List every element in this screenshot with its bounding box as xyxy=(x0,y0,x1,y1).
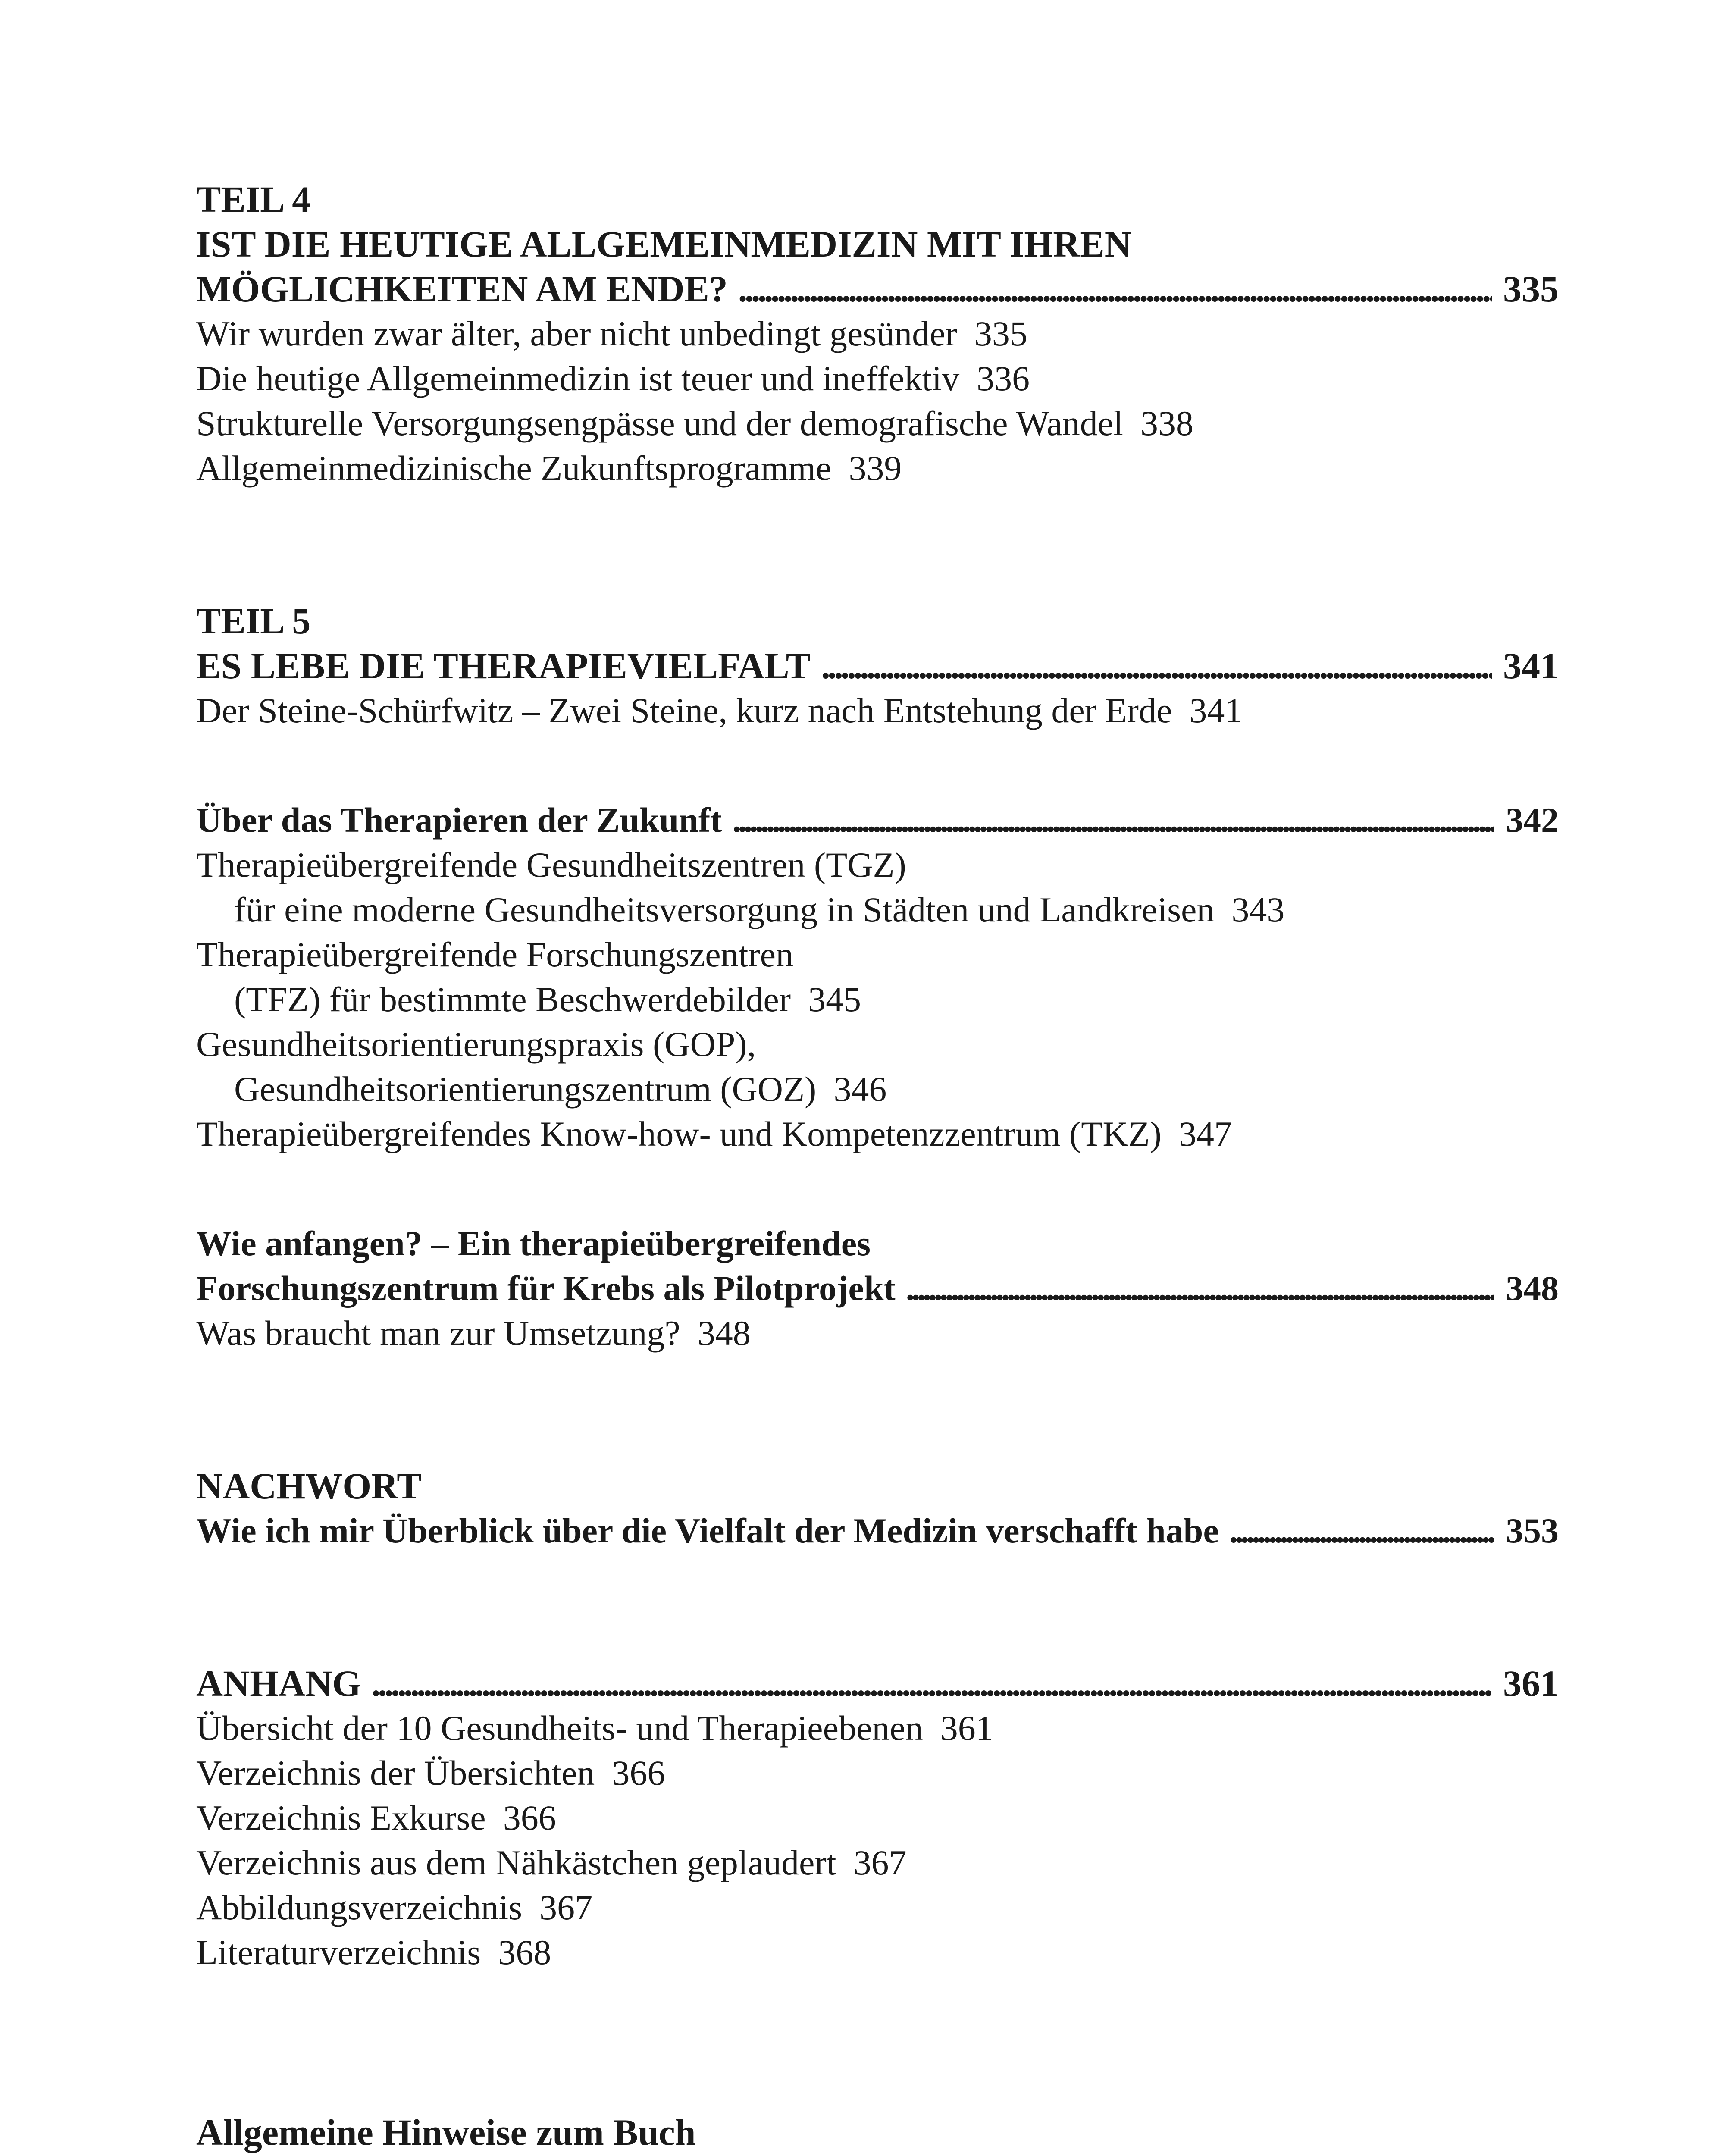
entry-title: Abbildungsverzeichnis xyxy=(196,1888,523,1927)
entry-title: Literaturverzeichnis xyxy=(196,1933,481,1972)
entry-title: Allgemeinmedizinische Zukunftsprogramme xyxy=(196,448,832,488)
toc-entry-continuation xyxy=(196,977,1559,1022)
toc-heading xyxy=(196,266,1559,311)
toc-entry xyxy=(196,1751,1559,1796)
entry-title: Strukturelle Versorgungsengpässe und der demografische Wandel xyxy=(196,404,1123,443)
toc-entry xyxy=(196,1840,1559,1885)
leader-dots xyxy=(1229,1508,1494,1553)
toc-entry xyxy=(196,1930,1559,1975)
entry-title: Was braucht man zur Umsetzung? xyxy=(196,1313,680,1353)
toc-entry xyxy=(196,1706,1559,1751)
page-number: 348 xyxy=(1506,1269,1559,1308)
page-number: 335 xyxy=(1503,268,1559,310)
page-number: 343 xyxy=(1231,890,1285,929)
page-number: 346 xyxy=(833,1069,887,1109)
entry-title: Der Steine-Schürfwitz – Zwei Steine, kurz nach Entstehung der Erde xyxy=(196,691,1172,730)
part-label: NACHWORT xyxy=(196,1465,422,1507)
page-number: 361 xyxy=(1503,1663,1559,1704)
toc-heading xyxy=(196,1661,1559,1706)
leader-dots xyxy=(733,798,1494,843)
page-number: 345 xyxy=(808,980,861,1019)
toc-entry xyxy=(196,311,1559,356)
toc-entry xyxy=(196,401,1559,446)
part-title: ES LEBE DIE THERAPIEVIELFALT xyxy=(196,645,811,686)
page-number: 367 xyxy=(539,1888,593,1927)
page-number: 338 xyxy=(1140,404,1193,443)
page-number: 341 xyxy=(1503,645,1559,686)
toc-entry xyxy=(196,1311,1559,1356)
toc-heading xyxy=(196,643,1559,688)
leader-dots xyxy=(371,1661,1492,1706)
entry-title: Verzeichnis Exkurse xyxy=(196,1798,486,1837)
toc-entry-continuation xyxy=(196,887,1559,932)
toc-entry xyxy=(196,446,1559,491)
part-title: ANHANG xyxy=(196,1663,361,1704)
toc-entry xyxy=(196,1112,1559,1156)
page-number: 335 xyxy=(974,314,1027,353)
table-of-contents xyxy=(196,177,1559,2156)
part-label: TEIL 5 xyxy=(196,600,311,642)
entry-title: für eine moderne Gesundheitsversorgung in Städten und Landkreisen xyxy=(234,890,1215,929)
section-title: Wie ich mir Überblick über die Vielfalt der Medizin verschafft habe xyxy=(196,1511,1219,1550)
page-number: 347 xyxy=(1178,1114,1232,1153)
page-number: 342 xyxy=(1506,800,1559,840)
page-number: 348 xyxy=(697,1313,751,1353)
toc-heading xyxy=(196,798,1559,843)
entry-title: Übersicht der 10 Gesundheits- und Therapieebenen xyxy=(196,1708,923,1748)
page-number: 341 xyxy=(1189,691,1243,730)
page-number: 339 xyxy=(849,448,902,488)
section-title: Über das Therapieren der Zukunft xyxy=(196,800,722,840)
entry-title: Therapieübergreifendes Know-how- und Kompetenzzentrum (TKZ) xyxy=(196,1114,1162,1153)
page-number: 366 xyxy=(612,1753,665,1792)
page-number: 366 xyxy=(503,1798,556,1837)
toc-entry: Therapieübergreifende Gesundheitszentren (TGZ) xyxy=(196,845,906,884)
part-title: MÖGLICHKEITEN AM ENDE? xyxy=(196,268,728,310)
toc-entry xyxy=(196,1885,1559,1930)
entry-title: Wir wurden zwar älter, aber nicht unbedingt gesünder xyxy=(196,314,957,353)
entry-title: Gesundheitsorientierungszentrum (GOZ) xyxy=(234,1069,817,1109)
toc-entry xyxy=(196,1796,1559,1840)
entry-title: Verzeichnis aus dem Nähkästchen geplaudert xyxy=(196,1843,836,1882)
toc-entry: Therapieübergreifende Forschungszentren xyxy=(196,935,794,974)
leader-dots xyxy=(821,643,1492,688)
entry-title: (TFZ) für bestimmte Beschwerdebilder xyxy=(234,980,791,1019)
toc-entry xyxy=(196,356,1559,401)
part-title: IST DIE HEUTIGE ALLGEMEINMEDIZIN MIT IHREN xyxy=(196,223,1131,265)
page-number: 368 xyxy=(498,1933,551,1972)
toc-entry: Gesundheitsorientierungspraxis (GOP), xyxy=(196,1025,756,1064)
notes-title: Allgemeine Hinweise zum Buch xyxy=(196,2112,696,2153)
toc-entry xyxy=(196,688,1559,733)
page-number: 336 xyxy=(977,359,1030,398)
part-label: TEIL 4 xyxy=(196,179,311,220)
entry-title: Verzeichnis der Übersichten xyxy=(196,1753,595,1792)
toc-entry-continuation xyxy=(196,1067,1559,1112)
section-title: Forschungszentrum für Krebs als Pilotprojekt xyxy=(196,1269,896,1308)
toc-heading xyxy=(196,1266,1559,1311)
toc-heading xyxy=(196,1508,1559,1553)
leader-dots xyxy=(738,266,1492,311)
page-number: 353 xyxy=(1506,1511,1559,1550)
leader-dots xyxy=(906,1266,1494,1311)
page-number: 367 xyxy=(853,1843,907,1882)
entry-title: Die heutige Allgemeinmedizin ist teuer und ineffektiv xyxy=(196,359,960,398)
section-title: Wie anfangen? – Ein therapieübergreifendes xyxy=(196,1224,871,1263)
page-number: 361 xyxy=(940,1708,993,1748)
